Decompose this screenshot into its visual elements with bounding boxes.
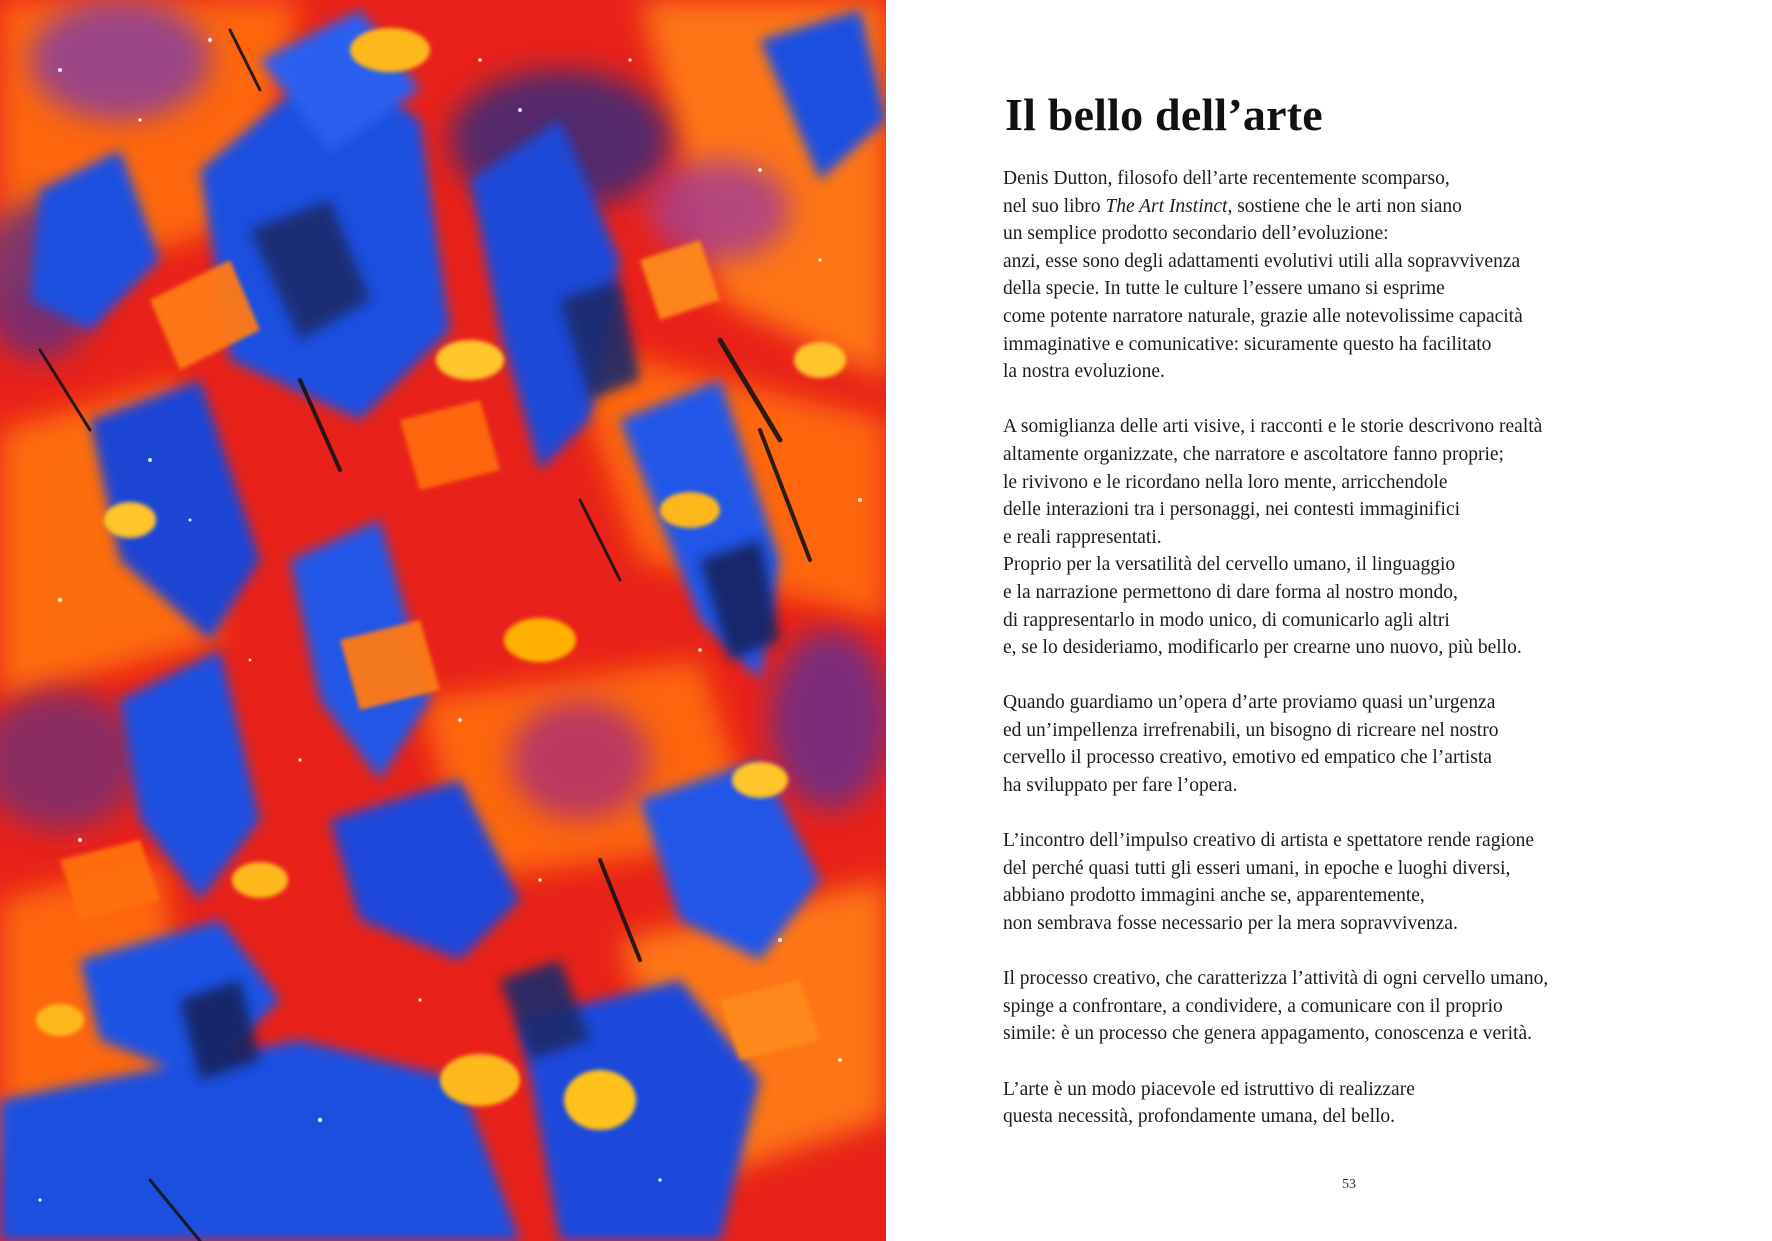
text-line: spinge a confrontare, a condividere, a comunicare con il proprio [1003, 995, 1503, 1017]
text-line: anzi, esse sono degli adattamenti evolutivi utili alla sopravvivenza [1003, 250, 1521, 272]
text-line: della specie. In tutte le culture l’essere umano si esprime [1003, 278, 1445, 300]
text-line: Proprio per la versatilità del cervello umano, il linguaggio [1003, 554, 1456, 576]
text-line: ha sviluppato per fare l’opera. [1003, 775, 1238, 797]
text-line: L’arte è un modo piacevole ed istruttivo di realizzare [1003, 1078, 1415, 1100]
text-line: L’incontro dell’impulso creativo di artista e spettatore rende ragione [1003, 830, 1535, 852]
text-line: le rivivono e le ricordano nella loro mente, arricchendole [1003, 471, 1448, 493]
text-line: un semplice prodotto secondario dell’evoluzione: [1003, 223, 1389, 245]
text-line: Quando guardiamo un’opera d’arte proviamo quasi un’urgenza [1003, 692, 1496, 714]
text-line: e, se lo desideriamo, modificarlo per crearne uno nuovo, più bello. [1003, 637, 1522, 659]
page-number: 53 [1342, 1177, 1356, 1192]
text-line: non sembrava fosse necessario per la mera sopravvivenza. [1003, 913, 1458, 935]
paragraph [1003, 165, 1723, 386]
text-line: simile: è un processo che genera appagamento, conoscenza e verità. [1003, 1023, 1532, 1045]
text-line: A somiglianza delle arti visive, i racconti e le storie descrivono realtà [1003, 416, 1543, 438]
text-line: ed un’impellenza irrefrenabili, un bisogno di ricreare nel nostro [1003, 719, 1499, 741]
text-segment: nel suo libro [1003, 195, 1106, 217]
text-line: e la narrazione permettono di dare forma al nostro mondo, [1003, 581, 1458, 603]
paragraph [1003, 965, 1723, 1048]
text-line: delle interazioni tra i personaggi, nei contesti immaginifici [1003, 499, 1461, 521]
text-line: abbiano prodotto immagini anche se, apparentemente, [1003, 885, 1425, 907]
page-title: Il bello dell’arte [1005, 89, 1323, 140]
paragraph [1003, 827, 1723, 937]
text-line: altamente organizzate, che narratore e ascoltatore fanno proprie; [1003, 443, 1504, 465]
text-line: la nostra evoluzione. [1003, 361, 1165, 383]
paragraph [1003, 1076, 1723, 1131]
paragraph [1003, 689, 1723, 799]
text-segment: , sostiene che le arti non siano [1227, 195, 1462, 217]
text-line [1003, 193, 1723, 221]
text-line: immaginative e comunicative: sicuramente questo ha facilitato [1003, 333, 1492, 355]
text-page [886, 0, 1772, 1241]
body-text [1003, 165, 1723, 1158]
text-line: Denis Dutton, filosofo dell’arte recentemente scomparso, [1003, 168, 1450, 189]
text-line: questa necessità, profondamente umana, del bello. [1003, 1106, 1396, 1128]
text-line: cervello il processo creativo, emotivo ed empatico che l’artista [1003, 747, 1492, 769]
text-line: e reali rappresentati. [1003, 526, 1162, 548]
text-line: come potente narratore naturale, grazie alle notevolissime capacità [1003, 305, 1523, 327]
text-line: del perché quasi tutti gli esseri umani, in epoche e luoghi diversi, [1003, 857, 1511, 879]
text-line: di rappresentarlo in modo unico, di comunicarlo agli altri [1003, 609, 1450, 631]
book-title-italic: The Art Instinct [1105, 195, 1228, 217]
paragraph [1003, 413, 1723, 661]
text-line: Il processo creativo, che caratterizza l’attività di ogni cervello umano, [1003, 968, 1549, 990]
